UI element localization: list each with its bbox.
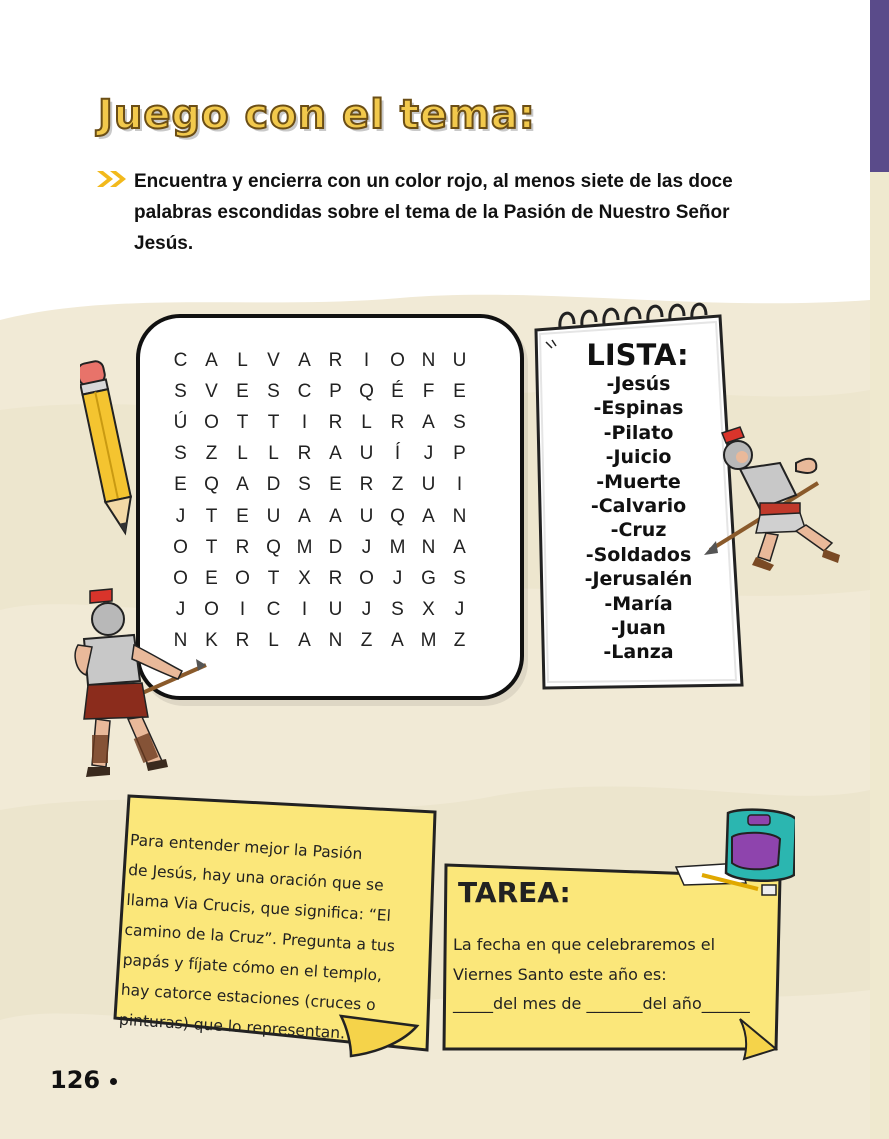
grid-row xyxy=(165,345,475,376)
grid-letter[interactable]: A xyxy=(205,349,218,371)
page-number: 126 xyxy=(50,1066,101,1094)
side-tab-purple xyxy=(870,0,889,172)
grid-letter[interactable]: L xyxy=(268,630,279,652)
word-list-item: -Calvario xyxy=(590,495,687,518)
grid-letter[interactable]: F xyxy=(422,380,435,402)
grid-letter[interactable]: O xyxy=(204,599,219,621)
grid-letter[interactable]: J xyxy=(175,599,186,621)
grid-letter[interactable]: E xyxy=(236,505,249,527)
grid-letter[interactable]: Z xyxy=(205,443,218,465)
grid-letter[interactable]: Q xyxy=(359,380,374,402)
grid-letter[interactable]: R xyxy=(328,567,343,589)
grid-row xyxy=(165,407,475,438)
grid-letter[interactable]: A xyxy=(298,505,311,527)
grid-letter[interactable]: A xyxy=(236,474,249,496)
grid-letter[interactable]: E xyxy=(236,380,249,402)
grid-letter[interactable]: L xyxy=(268,443,279,465)
grid-letter[interactable]: A xyxy=(298,630,311,652)
note-line: papás y fíjate cómo en el templo, xyxy=(122,950,383,985)
grid-letter[interactable]: I xyxy=(301,599,308,621)
grid-row xyxy=(165,376,475,407)
grid-letter[interactable]: D xyxy=(266,474,281,496)
grid-letter[interactable]: R xyxy=(328,349,343,371)
pencil-icon xyxy=(80,352,140,542)
grid-letter[interactable]: U xyxy=(359,505,374,527)
side-tab-cream xyxy=(870,172,889,1139)
grid-letter[interactable]: N xyxy=(452,505,467,527)
grid-letter[interactable]: T xyxy=(267,567,280,589)
instruction-text: Encuentra y encierra con un color rojo, al menos siete de las doce palabras escondidas sobre el tema de la Pasión de Nuestro Señor Jesús. xyxy=(134,171,733,254)
grid-letter[interactable]: R xyxy=(359,474,374,496)
word-list-item: -Juicio xyxy=(605,446,672,469)
grid-letter[interactable]: N xyxy=(421,349,436,371)
note-line: hay catorce estaciones (cruces o xyxy=(120,980,377,1015)
grid-letter[interactable]: S xyxy=(174,380,187,402)
grid-letter[interactable]: D xyxy=(328,536,343,558)
word-list-item: -Soldados xyxy=(585,543,692,566)
grid-letter[interactable]: E xyxy=(453,380,466,402)
grid-letter[interactable]: I xyxy=(456,474,463,496)
page-number-dot xyxy=(110,1078,117,1085)
grid-letter[interactable]: J xyxy=(361,536,372,558)
grid-row xyxy=(165,501,475,532)
grid-letter[interactable]: T xyxy=(205,536,218,558)
grid-letter[interactable]: U xyxy=(266,505,281,527)
grid-letter[interactable]: N xyxy=(173,630,188,652)
grid-letter[interactable]: K xyxy=(205,630,218,652)
grid-letter[interactable]: X xyxy=(422,599,435,621)
roman-soldier-icon xyxy=(70,585,210,795)
grid-letter[interactable]: J xyxy=(423,443,434,465)
grid-row xyxy=(165,470,475,501)
grid-letter[interactable]: L xyxy=(361,411,372,433)
grid-letter[interactable]: J xyxy=(454,599,465,621)
grid-letter[interactable]: S xyxy=(174,443,187,465)
word-list-item: -Juan xyxy=(611,617,666,640)
grid-letter[interactable]: O xyxy=(390,349,405,371)
word-list-title: LISTA: xyxy=(586,338,689,372)
grid-letter[interactable]: Ú xyxy=(173,411,188,433)
grid-letter[interactable]: R xyxy=(235,630,250,652)
grid-letter[interactable]: Z xyxy=(453,630,466,652)
backpack-icon xyxy=(726,810,795,881)
grid-letter[interactable]: R xyxy=(297,443,312,465)
grid-letter[interactable]: S xyxy=(453,411,466,433)
grid-letter[interactable]: U xyxy=(421,474,436,496)
grid-letter[interactable]: L xyxy=(237,349,248,371)
homework-line: Viernes Santo este año es: xyxy=(453,965,667,984)
note-line: pinturas) que lo representan. xyxy=(118,1010,346,1043)
word-list-item: -Lanza xyxy=(603,641,674,664)
grid-letter[interactable]: M xyxy=(389,536,406,558)
homework-line: La fecha en que celebraremos el xyxy=(453,935,716,954)
note-line: Para entender mejor la Pasión xyxy=(129,830,363,864)
word-list-item: -Cruz xyxy=(610,519,667,542)
word-search-grid xyxy=(165,345,475,657)
grid-letter[interactable]: M xyxy=(296,536,313,558)
grid-letter[interactable]: N xyxy=(421,536,436,558)
grid-letter[interactable]: S xyxy=(453,567,466,589)
grid-row xyxy=(165,532,475,563)
word-list-item: -Pilato xyxy=(603,421,674,444)
grid-letter[interactable]: R xyxy=(390,411,405,433)
grid-letter[interactable]: E xyxy=(174,474,187,496)
grid-row xyxy=(165,439,475,470)
word-list-item: -Muerte xyxy=(596,470,681,493)
grid-letter[interactable]: Z xyxy=(391,474,404,496)
grid-letter[interactable]: U xyxy=(359,443,374,465)
grid-letter[interactable]: I xyxy=(363,349,370,371)
note-line: de Jesús, hay una oración que se xyxy=(127,860,385,895)
word-list-item: -María xyxy=(604,592,673,615)
homework-title: TAREA: xyxy=(458,876,571,909)
grid-letter[interactable]: R xyxy=(235,536,250,558)
page-title: Juego con el tema: xyxy=(98,92,536,138)
grid-letter[interactable]: O xyxy=(204,411,219,433)
note-text xyxy=(118,825,415,1052)
grid-letter[interactable]: A xyxy=(329,443,342,465)
roman-soldier-icon xyxy=(700,425,850,575)
grid-letter[interactable]: C xyxy=(266,599,281,621)
grid-letter[interactable]: O xyxy=(173,567,188,589)
grid-letter[interactable]: T xyxy=(205,505,218,527)
word-list xyxy=(556,372,721,665)
grid-letter[interactable]: J xyxy=(361,599,372,621)
grid-row xyxy=(165,595,475,626)
grid-letter[interactable]: T xyxy=(236,411,249,433)
grid-letter[interactable]: E xyxy=(329,474,342,496)
grid-letter[interactable]: Í xyxy=(394,443,401,465)
grid-row xyxy=(165,626,475,657)
note-line: llama Via Crucis, que significa: “El xyxy=(125,890,392,926)
grid-letter[interactable]: X xyxy=(298,567,311,589)
double-chevron-icon xyxy=(95,168,129,190)
grid-row xyxy=(165,563,475,594)
grid-letter[interactable]: Q xyxy=(266,536,281,558)
grid-letter[interactable]: C xyxy=(297,380,312,402)
grid-letter[interactable]: A xyxy=(422,411,435,433)
grid-letter[interactable]: M xyxy=(420,630,437,652)
grid-letter[interactable]: P xyxy=(329,380,342,402)
grid-letter[interactable]: S xyxy=(298,474,311,496)
grid-letter[interactable]: S xyxy=(267,380,280,402)
grid-letter[interactable]: O xyxy=(173,536,188,558)
grid-letter[interactable]: A xyxy=(329,505,342,527)
grid-letter[interactable]: C xyxy=(173,349,188,371)
grid-letter[interactable]: U xyxy=(328,599,343,621)
grid-letter[interactable]: J xyxy=(392,567,403,589)
grid-letter[interactable]: V xyxy=(205,380,218,402)
grid-letter[interactable]: I xyxy=(301,411,308,433)
note-line: camino de la Cruz”. Pregunta a tus xyxy=(124,920,396,956)
grid-letter[interactable]: A xyxy=(391,630,404,652)
grid-letter[interactable]: S xyxy=(391,599,404,621)
grid-letter[interactable]: O xyxy=(235,567,250,589)
grid-letter[interactable]: A xyxy=(298,349,311,371)
grid-letter[interactable]: R xyxy=(328,411,343,433)
grid-letter[interactable]: I xyxy=(239,599,246,621)
grid-letter[interactable]: L xyxy=(237,443,248,465)
grid-letter[interactable]: O xyxy=(359,567,374,589)
grid-letter[interactable]: É xyxy=(391,380,404,402)
grid-letter[interactable]: Q xyxy=(390,505,405,527)
word-list-item: -Jerusalén xyxy=(584,568,693,591)
grid-letter[interactable]: U xyxy=(452,349,467,371)
grid-letter[interactable]: T xyxy=(267,411,280,433)
grid-letter[interactable]: J xyxy=(175,505,186,527)
grid-letter[interactable]: V xyxy=(267,349,280,371)
grid-letter[interactable]: P xyxy=(453,443,466,465)
grid-letter[interactable]: A xyxy=(422,505,435,527)
grid-letter[interactable]: Q xyxy=(204,474,219,496)
word-list-item: -Jesús xyxy=(606,373,671,395)
grid-letter[interactable]: Z xyxy=(360,630,373,652)
word-list-item: -Espinas xyxy=(593,397,684,420)
grid-letter[interactable]: N xyxy=(328,630,343,652)
homework-fill-in: _____del mes de _______del año______ xyxy=(453,994,750,1013)
grid-letter[interactable]: G xyxy=(421,567,436,589)
grid-letter[interactable]: A xyxy=(453,536,466,558)
grid-letter[interactable]: E xyxy=(205,567,218,589)
